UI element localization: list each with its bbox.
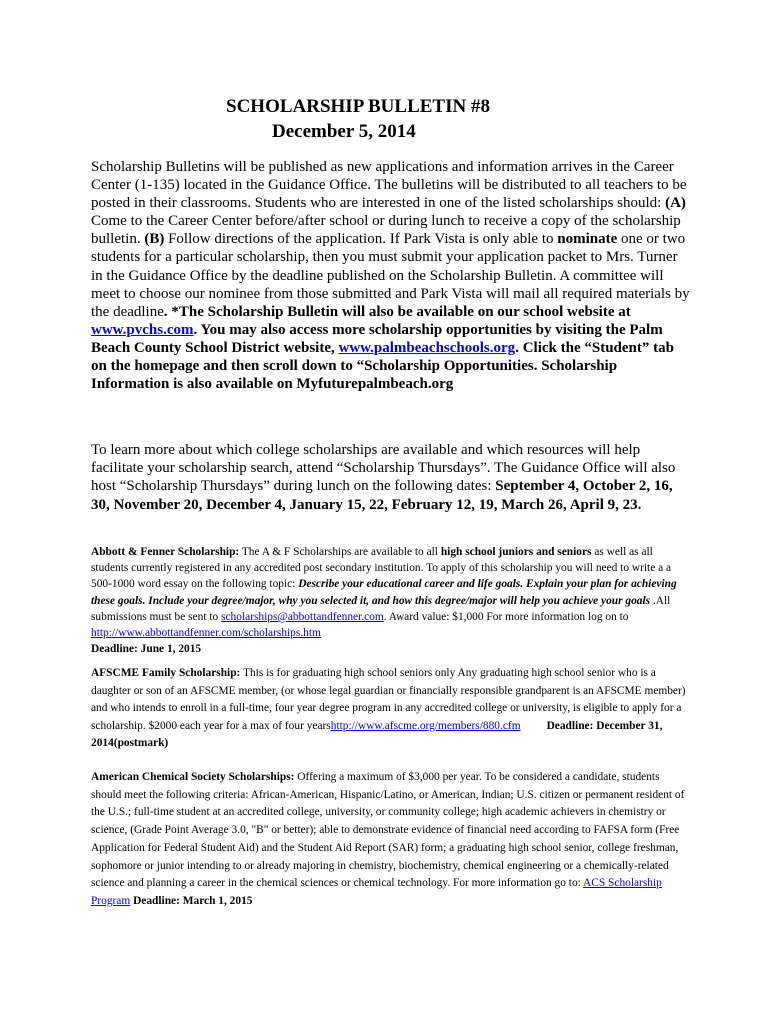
nominate-word: nominate	[557, 231, 618, 248]
intro-text-3: Follow directions of the application. If Park Vista is only able to	[164, 231, 558, 248]
abbott-deadline: Deadline: June 1, 2015	[91, 643, 202, 656]
school-website-link[interactable]: www.pvchs.com	[91, 321, 194, 338]
acs-entry	[91, 769, 691, 911]
district-website-link[interactable]: www.palmbeachschools.org	[338, 339, 516, 356]
website-note-text-3: . Click the “Student” tab on the homepage and then scroll down to “Scholarship Opportunities. Scholarship Information is also available on Myfuturepalmbeach.org	[91, 339, 674, 393]
website-note-text-1: . *The Scholarship Bulletin will also be available on our school website at	[163, 303, 631, 320]
abbott-text-1: The A & F Scholarships are available to all	[239, 546, 441, 558]
abbott-text-2: as well as all students currently registered in any accredited post secondary institution. To apply of this scholarship you will need to write a a 500-1000 word essay on the following topic:	[91, 546, 672, 591]
afscme-url-link[interactable]: http://www.afscme.org/members/880.cfm	[330, 719, 521, 732]
website-note-text-2: . You may also access more scholarship opportunities by visiting the Palm Beach County School District website,	[91, 321, 663, 356]
intro-text-1: Scholarship Bulletins will be published as new applications and information arrives in the Career Center (1-135) located in the Guidance Office. The bulletins will be distributed to all teachers to be posted in their classrooms. Students who are interested in one of the listed scholarships should:	[91, 159, 687, 212]
thursdays-paragraph	[91, 441, 687, 514]
abbott-essay-topic: Describe your educational career and life goals. Explain your plan for achieving these goals. Include your degree/major, why you selected it, and how this degree/major will help you achieve your goals	[91, 578, 677, 607]
abbott-text-4: . Award value: $1,000 For more information log on to	[383, 610, 629, 623]
intro-text-2: Come to the Career Center before/after school or during lunch to receive a copy of the scholarship bulletin.	[91, 213, 681, 248]
abbott-fenner-entry	[91, 544, 691, 657]
acs-program-link[interactable]: ACS Scholarship Program	[91, 877, 662, 907]
intro-paragraph	[91, 158, 691, 393]
thursdays-dates: September 4, October 2, 16, 30, November 20, December 4, January 15, 22, February 12, 19, March 26, April 9, 23.	[91, 478, 673, 513]
abbott-eligibility: high school juniors and seniors	[440, 546, 592, 558]
abbott-fenner-name: Abbott & Fenner Scholarship:	[91, 546, 240, 558]
acs-text: Offering a maximum of $3,000 per year. To be considered a candidate, students should meet the following criteria: African-American, Hispanic/Latino, or American, Indian; U.S. citizen or permanent resident of the U.S.; full-time student at an accredited college, university, or community college; high academic achievers in chemistry or science, (Grade Point Average 3.0, "B" or better); able to demonstrate evidence of financial need according to FAFSA form (Free Application for Federal Student Aid) and the Student Aid Report (SAR) form; a graduating high school senior, college freshman, sophomore or junior intending to or already majoring in chemistry, biochemistry, chemical engineering or a chemically-related science and planning a career in the chemical sciences or chemical technology. For more information go to:	[91, 771, 685, 890]
afscme-deadline: Deadline: December 31, 2014(postmark)	[91, 719, 663, 750]
bulletin-title: SCHOLARSHIP BULLETIN #8	[226, 96, 490, 117]
abbott-text-3: .All submissions must be sent to	[91, 594, 671, 623]
thursdays-text: To learn more about which college scholarships are available and which resources will help facilitate your scholarship search, attend “Scholarship Thursdays”. The Guidance Office will also host “Scholarship Thursdays” during lunch on the following dates:	[91, 442, 676, 495]
website-note	[91, 304, 674, 392]
abbott-url-link[interactable]: http://www.abbottandfenner.com/scholarships.htm	[91, 627, 321, 640]
abbott-email-link[interactable]: scholarships@abbottandfenner.com	[221, 610, 384, 623]
afscme-name: AFSCME Family Scholarship:	[91, 667, 241, 679]
afscme-text: This is for graduating high school seniors only Any graduating high school senior who is a daughter or son of an AFSCME member, (or whose legal guardian or financially responsible grandparent is an AFSCME member) and who intends to enroll in a full-time, four year degree program in any accredited college or university, is eligible to apply for a scholarship. $2000 each year for a max of four years	[91, 667, 686, 732]
step-a-label: (A)	[665, 195, 686, 212]
step-b-label: (B)	[144, 231, 165, 248]
intro-text-4: one or two students for a particular scholarship, then you must submit your application packet to Mrs. Turner in the Guidance Office by the deadline published on the Scholarship Bulletin. A committee will meet to choose our nominee from those submitted and Park Vista will mail all required materials by the deadline	[91, 231, 690, 320]
acs-deadline: Deadline: March 1, 2015	[130, 894, 253, 907]
afscme-entry	[91, 665, 691, 753]
acs-name: American Chemical Society Scholarships:	[91, 771, 295, 783]
bulletin-date: December 5, 2014	[272, 121, 416, 142]
